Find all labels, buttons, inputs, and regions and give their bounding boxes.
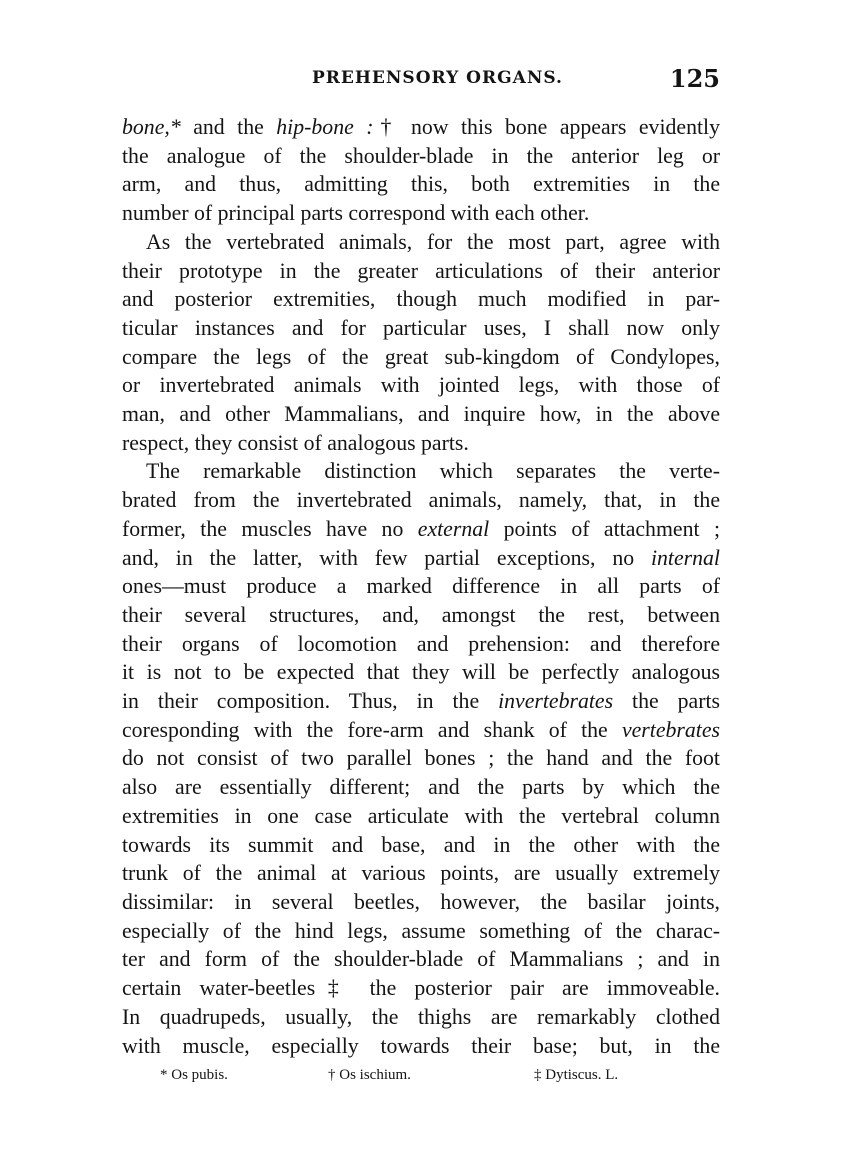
footnote-os-ischium: † Os ischium. — [328, 1067, 411, 1083]
text-line-16: and, in the latter, with few partial exceptions, no internal — [122, 545, 720, 570]
text-line-20: it is not to be expected that they will be perfectly analogous — [122, 660, 720, 685]
text-line-25: extremities in one case articulate with the vertebral column — [122, 803, 720, 828]
text-line-6: their prototype in the greater articulations of their anterior — [122, 258, 720, 283]
term-vertebrates: vertebrates — [621, 717, 720, 742]
page-header — [122, 64, 720, 96]
text-line-15: former, the muscles have no external points of attachment ; — [122, 516, 721, 541]
text-line-28: dissimilar: in several beetles, however, the basilar joints, — [122, 889, 720, 914]
text-line-21: in their composition. Thus, in the invertebrates the parts — [122, 689, 720, 714]
text-line-8: ticular instances and for particular uses, I shall now only — [122, 315, 720, 340]
footnote-dytiscus: ‡ Dytiscus. L. — [534, 1067, 619, 1083]
term-hip-bone: hip-bone : — [276, 115, 374, 139]
text-line-19: their organs of locomotion and prehension: and therefore — [122, 631, 720, 656]
text-line-10: or invertebrated animals with jointed legs, with those of — [122, 373, 720, 398]
text-line-24: also are essentially different; and the parts by which the — [122, 775, 720, 800]
text-line-2: the analogue of the shoulder-blade in the anterior leg or — [122, 143, 720, 168]
footnote-os-pubis: * Os pubis. — [160, 1067, 228, 1083]
text-line-18: their several structures, and, amongst the rest, between — [122, 602, 720, 627]
text-line-13: The remarkable distinction which separates the verte- — [146, 459, 720, 484]
term-bone: bone,* — [122, 115, 181, 139]
text-line-3: arm, and thus, admitting this, both extremities in the — [122, 172, 720, 197]
text-line-23: do not consist of two parallel bones ; the hand and the foot — [122, 746, 720, 771]
text-line-30: ter and form of the shoulder-blade of Mammalians ; and in — [122, 947, 720, 972]
text-line-26: towards its summit and base, and in the other with the — [122, 832, 720, 857]
text-line-5: As the vertebrated animals, for the most part, agree with — [146, 229, 720, 254]
running-title: PREHENSORY ORGANS. — [312, 68, 563, 88]
text-line-22: coresponding with the fore-arm and shank of the vertebrates — [122, 717, 720, 742]
text-line-11: man, and other Mammalians, and inquire how, in the above — [122, 402, 720, 427]
text-line-4: number of principal parts correspond with each other. — [122, 201, 590, 226]
text-line-29: especially of the hind legs, assume something of the charac- — [122, 918, 720, 943]
text-line-33: with muscle, especially towards their base; but, in the — [122, 1033, 720, 1058]
text-line-17: ones—must produce a marked difference in all parts of — [122, 574, 720, 599]
text-line-31: certain water-beetles‡ the posterior pair are immoveable. — [122, 976, 720, 1001]
body-text — [122, 113, 720, 1060]
term-external: external — [417, 516, 490, 541]
term-invertebrates: invertebrates — [498, 689, 614, 714]
text-line-32: In quadrupeds, usually, the thighs are remarkably clothed — [122, 1004, 720, 1029]
text-line-14: brated from the invertebrated animals, namely, that, in the — [122, 488, 720, 513]
text-line-12: respect, they consist of analogous parts. — [122, 430, 469, 455]
text-line-27: trunk of the animal at various points, are usually extremely — [122, 861, 720, 886]
term-internal: internal — [650, 545, 720, 570]
footnotes — [160, 1067, 700, 1091]
text-line-7: and posterior extremities, though much modified in par- — [122, 287, 720, 312]
text-line-9: compare the legs of the great sub-kingdom of Condylopes, — [122, 344, 720, 369]
page-number: 125 — [669, 64, 720, 93]
text-line-1: bone,* and the hip-bone :† now this bone appears evidently — [122, 115, 720, 139]
